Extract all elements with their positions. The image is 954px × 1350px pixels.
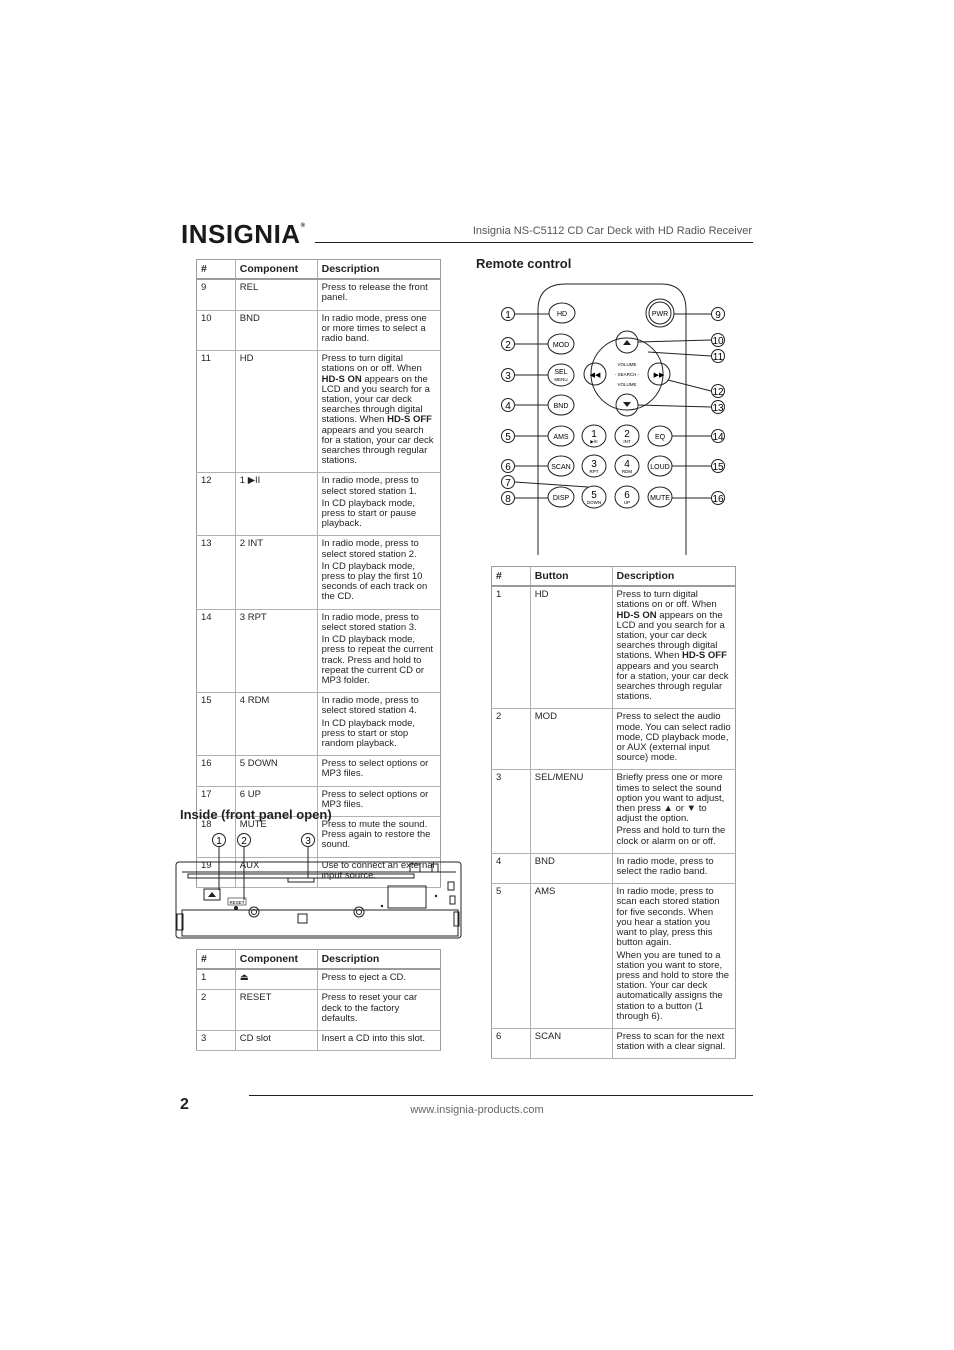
svg-text:6: 6	[505, 462, 511, 473]
callout-3: 3	[305, 836, 311, 847]
row-component: AUX	[235, 857, 317, 887]
inside-component-table	[196, 949, 441, 1051]
remote-section-title: Remote control	[476, 256, 572, 271]
row-component: BND	[530, 853, 612, 883]
description-paragraph: Press to scan for the next station with a clear signal.	[616, 1030, 726, 1053]
reset-hole	[234, 906, 238, 910]
row-description	[317, 756, 440, 786]
remote-button-table	[491, 566, 736, 1059]
column-header: Component	[235, 260, 317, 280]
remote-control-diagram	[496, 280, 736, 555]
page-number: 2	[180, 1096, 189, 1113]
row-component: SEL/MENU	[530, 770, 612, 853]
row-description	[612, 770, 735, 853]
svg-text:1: 1	[505, 310, 511, 321]
svg-text:8: 8	[505, 494, 511, 505]
reset-label: RESET	[229, 900, 245, 905]
row-number: 4	[492, 853, 531, 883]
svg-text:MOD: MOD	[552, 342, 570, 349]
row-component: HD	[530, 586, 612, 709]
description-paragraph: In radio mode, press to select the radio band.	[616, 855, 714, 878]
svg-text:AMS: AMS	[553, 434, 569, 441]
column-header: Description	[612, 567, 735, 587]
svg-text:BND: BND	[553, 403, 569, 410]
svg-text:7: 7	[505, 478, 511, 489]
svg-text:3: 3	[591, 459, 597, 470]
description-paragraph: Press to turn digital stations on or off. When HD-S ON appears on the LCD and you search for a station, your car deck searches through digital stations. When HD-S OFF appears and you search for a station, your car deck searches through regular stations.	[321, 353, 434, 467]
svg-text:15: 15	[712, 462, 724, 473]
row-component: HD	[235, 351, 317, 473]
table-row	[492, 709, 736, 770]
row-description	[317, 990, 440, 1031]
svg-text:3: 3	[505, 371, 511, 382]
row-number: 11	[197, 351, 236, 473]
table-row	[492, 884, 736, 1029]
row-component: 1 ▶II	[235, 473, 317, 536]
description-paragraph: Use to connect an external input source.	[321, 859, 435, 881]
description-paragraph: Press to turn digital stations on or off. When HD-S ON appears on the LCD and you search for a station, your car deck searches through digital stations. When HD-S OFF appears and you search for a station, your car deck searches through regular stations.	[616, 589, 729, 703]
table-row	[197, 473, 441, 536]
volume-up-icon	[623, 340, 631, 345]
row-description	[317, 693, 440, 756]
svg-text:PWR: PWR	[651, 311, 669, 318]
row-description	[317, 609, 440, 692]
row-description	[317, 1031, 440, 1051]
description-paragraph: In radio mode, press to select stored station 4.	[321, 695, 419, 717]
description-paragraph: In CD playback mode, press to start or pause playback.	[321, 497, 417, 530]
description-paragraph: Press to select options or MP3 files.	[321, 758, 429, 780]
header-divider	[315, 242, 753, 243]
svg-text:▶/II: ▶/II	[590, 439, 598, 444]
svg-text:10: 10	[712, 336, 724, 347]
row-description	[612, 884, 735, 1029]
row-description	[317, 473, 440, 536]
description-paragraph: Press to eject a CD.	[321, 972, 407, 984]
search-back-icon: ◀◀	[589, 372, 601, 379]
description-paragraph: Press to release the front panel.	[321, 282, 428, 304]
description-paragraph: When you are tuned to a station you want to store, press and hold to store the station. Your car deck automatically assigns the station to a button (1 through 6).	[616, 949, 730, 1022]
svg-text:6: 6	[624, 490, 630, 501]
row-component: AMS	[530, 884, 612, 1029]
row-number: 15	[197, 693, 236, 756]
row-description	[317, 351, 440, 473]
description-paragraph: In radio mode, press to select stored station 3.	[321, 611, 419, 633]
svg-text:9: 9	[715, 310, 721, 321]
row-number: 19	[197, 857, 236, 887]
row-number: 18	[197, 816, 236, 857]
svg-text:16: 16	[712, 494, 724, 505]
svg-text:VOLUME: VOLUME	[617, 382, 637, 387]
row-number: 13	[197, 536, 236, 609]
table-row	[197, 693, 441, 756]
svg-text:2: 2	[505, 340, 511, 351]
search-forward-icon: ▶▶	[653, 372, 665, 379]
row-description	[317, 786, 440, 816]
table-header-row	[197, 950, 441, 970]
document-title: Insignia NS-C5112 CD Car Deck with HD Radio Receiver	[472, 225, 752, 237]
column-header: #	[197, 260, 236, 280]
table-row	[492, 770, 736, 853]
svg-text:RPT: RPT	[589, 469, 599, 474]
column-header: #	[492, 567, 531, 587]
table-header-row	[492, 567, 736, 587]
svg-text:- SEARCH -: - SEARCH -	[614, 372, 640, 377]
svg-text:11: 11	[712, 352, 724, 363]
inside-section-title: Inside (front panel open)	[180, 807, 332, 822]
svg-text:MUTE: MUTE	[650, 495, 670, 502]
row-number: 6	[492, 1028, 531, 1058]
description-paragraph: In radio mode, press to select stored station 2.	[321, 538, 419, 560]
callout-2: 2	[241, 836, 247, 847]
brand-logo: INSIGNIA®	[181, 219, 306, 249]
column-header: Description	[317, 260, 440, 280]
row-component: 3 RPT	[235, 609, 317, 692]
row-component: 2 INT	[235, 536, 317, 609]
svg-text:UP: UP	[623, 500, 631, 505]
row-number: 14	[197, 609, 236, 692]
table-row	[492, 1028, 736, 1058]
row-component: BND	[235, 310, 317, 351]
row-component: 4 RDM	[235, 693, 317, 756]
svg-text:2: 2	[624, 429, 630, 440]
description-paragraph: In radio mode, press one or more times to select a radio band.	[321, 312, 427, 345]
description-paragraph: Press and hold to turn the clock or alarm on or off.	[616, 825, 726, 847]
svg-text:LOUD: LOUD	[650, 464, 670, 471]
svg-text:14: 14	[712, 432, 724, 443]
svg-text:INT: INT	[623, 439, 631, 444]
column-header: Description	[317, 950, 440, 970]
svg-text:12: 12	[712, 387, 724, 398]
row-component: MUTE	[235, 816, 317, 857]
svg-text:DISP: DISP	[552, 495, 570, 502]
row-component: RESET	[235, 990, 317, 1031]
table-row	[492, 853, 736, 883]
description-paragraph: Insert a CD into this slot.	[321, 1033, 426, 1045]
row-component: CD slot	[235, 1031, 317, 1051]
column-header: #	[197, 950, 236, 970]
row-number: 16	[197, 756, 236, 786]
row-number: 12	[197, 473, 236, 536]
row-description	[317, 536, 440, 609]
description-paragraph: Press to reset your car deck to the factory defaults.	[321, 992, 418, 1024]
row-number: 9	[197, 279, 236, 310]
svg-text:13: 13	[712, 403, 724, 414]
row-description	[612, 853, 735, 883]
table-row	[197, 1031, 441, 1051]
eject-icon	[208, 892, 216, 897]
row-number: 2	[197, 990, 236, 1031]
row-number: 1	[197, 969, 236, 990]
svg-text:4: 4	[624, 459, 630, 470]
callout-1: 1	[216, 836, 222, 847]
description-paragraph: In CD playback mode, press to repeat the current track. Press and hold to repeat the current CD or MP3 folder.	[321, 634, 434, 686]
table-row	[197, 536, 441, 609]
component-table	[196, 259, 441, 888]
row-number: 1	[492, 586, 531, 709]
table-row	[492, 586, 736, 709]
description-paragraph: Press to select the audio mode. You can select radio mode, CD playback mode, or AUX (external input source) mode.	[616, 711, 731, 764]
description-paragraph: Press to select options or MP3 files.	[321, 788, 429, 810]
svg-text:5: 5	[505, 432, 511, 443]
row-number: 5	[492, 884, 531, 1029]
row-description	[612, 709, 735, 770]
row-description	[317, 310, 440, 351]
table-row	[197, 310, 441, 351]
table-row	[197, 969, 441, 990]
table-row	[197, 990, 441, 1031]
footer-divider	[249, 1095, 753, 1096]
volume-down-icon	[623, 402, 631, 407]
table-row	[197, 756, 441, 786]
svg-text:DOWN: DOWN	[586, 500, 602, 505]
row-component: REL	[235, 279, 317, 310]
svg-text:EQ: EQ	[654, 434, 666, 441]
svg-text:5: 5	[591, 490, 597, 501]
row-component: MOD	[530, 709, 612, 770]
row-number: 2	[492, 709, 531, 770]
column-header: Button	[530, 567, 612, 587]
table-row	[197, 609, 441, 692]
row-number: 10	[197, 310, 236, 351]
svg-text:4: 4	[505, 401, 511, 412]
table-row	[197, 351, 441, 473]
table-header-row	[197, 260, 441, 280]
description-paragraph: Press to mute the sound. Press again to restore the sound.	[321, 818, 431, 851]
svg-text:HD: HD	[556, 311, 568, 318]
front-panel-diagram	[174, 828, 464, 943]
row-description	[317, 969, 440, 990]
svg-text:1: 1	[591, 429, 597, 440]
table-row	[197, 279, 441, 310]
svg-text:RDM: RDM	[621, 469, 633, 474]
description-paragraph: Briefly press one or more times to select the sound option you want to adjust, then press ▲ or ▼ to adjust the option.	[616, 772, 725, 825]
row-component: SCAN	[530, 1028, 612, 1058]
row-component: 5 DOWN	[235, 756, 317, 786]
column-header: Component	[235, 950, 317, 970]
row-description	[317, 279, 440, 310]
description-paragraph: In CD playback mode, press to play the first 10 seconds of each track on the CD.	[321, 560, 428, 603]
row-number: 3	[492, 770, 531, 853]
svg-text:VOLUME: VOLUME	[617, 362, 637, 367]
description-paragraph: In CD playback mode, press to start or stop random playback.	[321, 717, 416, 749]
svg-text:MENU: MENU	[554, 377, 568, 382]
row-number: 3	[197, 1031, 236, 1051]
svg-text:SCAN: SCAN	[551, 464, 571, 471]
description-paragraph: In radio mode, press to select stored station 1.	[321, 475, 419, 497]
row-component: ⏏	[235, 969, 317, 990]
footer-url: www.insignia-products.com	[410, 1104, 544, 1116]
description-paragraph: In radio mode, press to scan each stored station for five seconds. When you hear a station you want to play, press this button again.	[616, 886, 720, 949]
row-description	[612, 586, 735, 709]
row-description	[612, 1028, 735, 1058]
row-component: 6 UP	[235, 786, 317, 816]
row-number: 17	[197, 786, 236, 816]
svg-text:SEL: SEL	[554, 369, 568, 376]
